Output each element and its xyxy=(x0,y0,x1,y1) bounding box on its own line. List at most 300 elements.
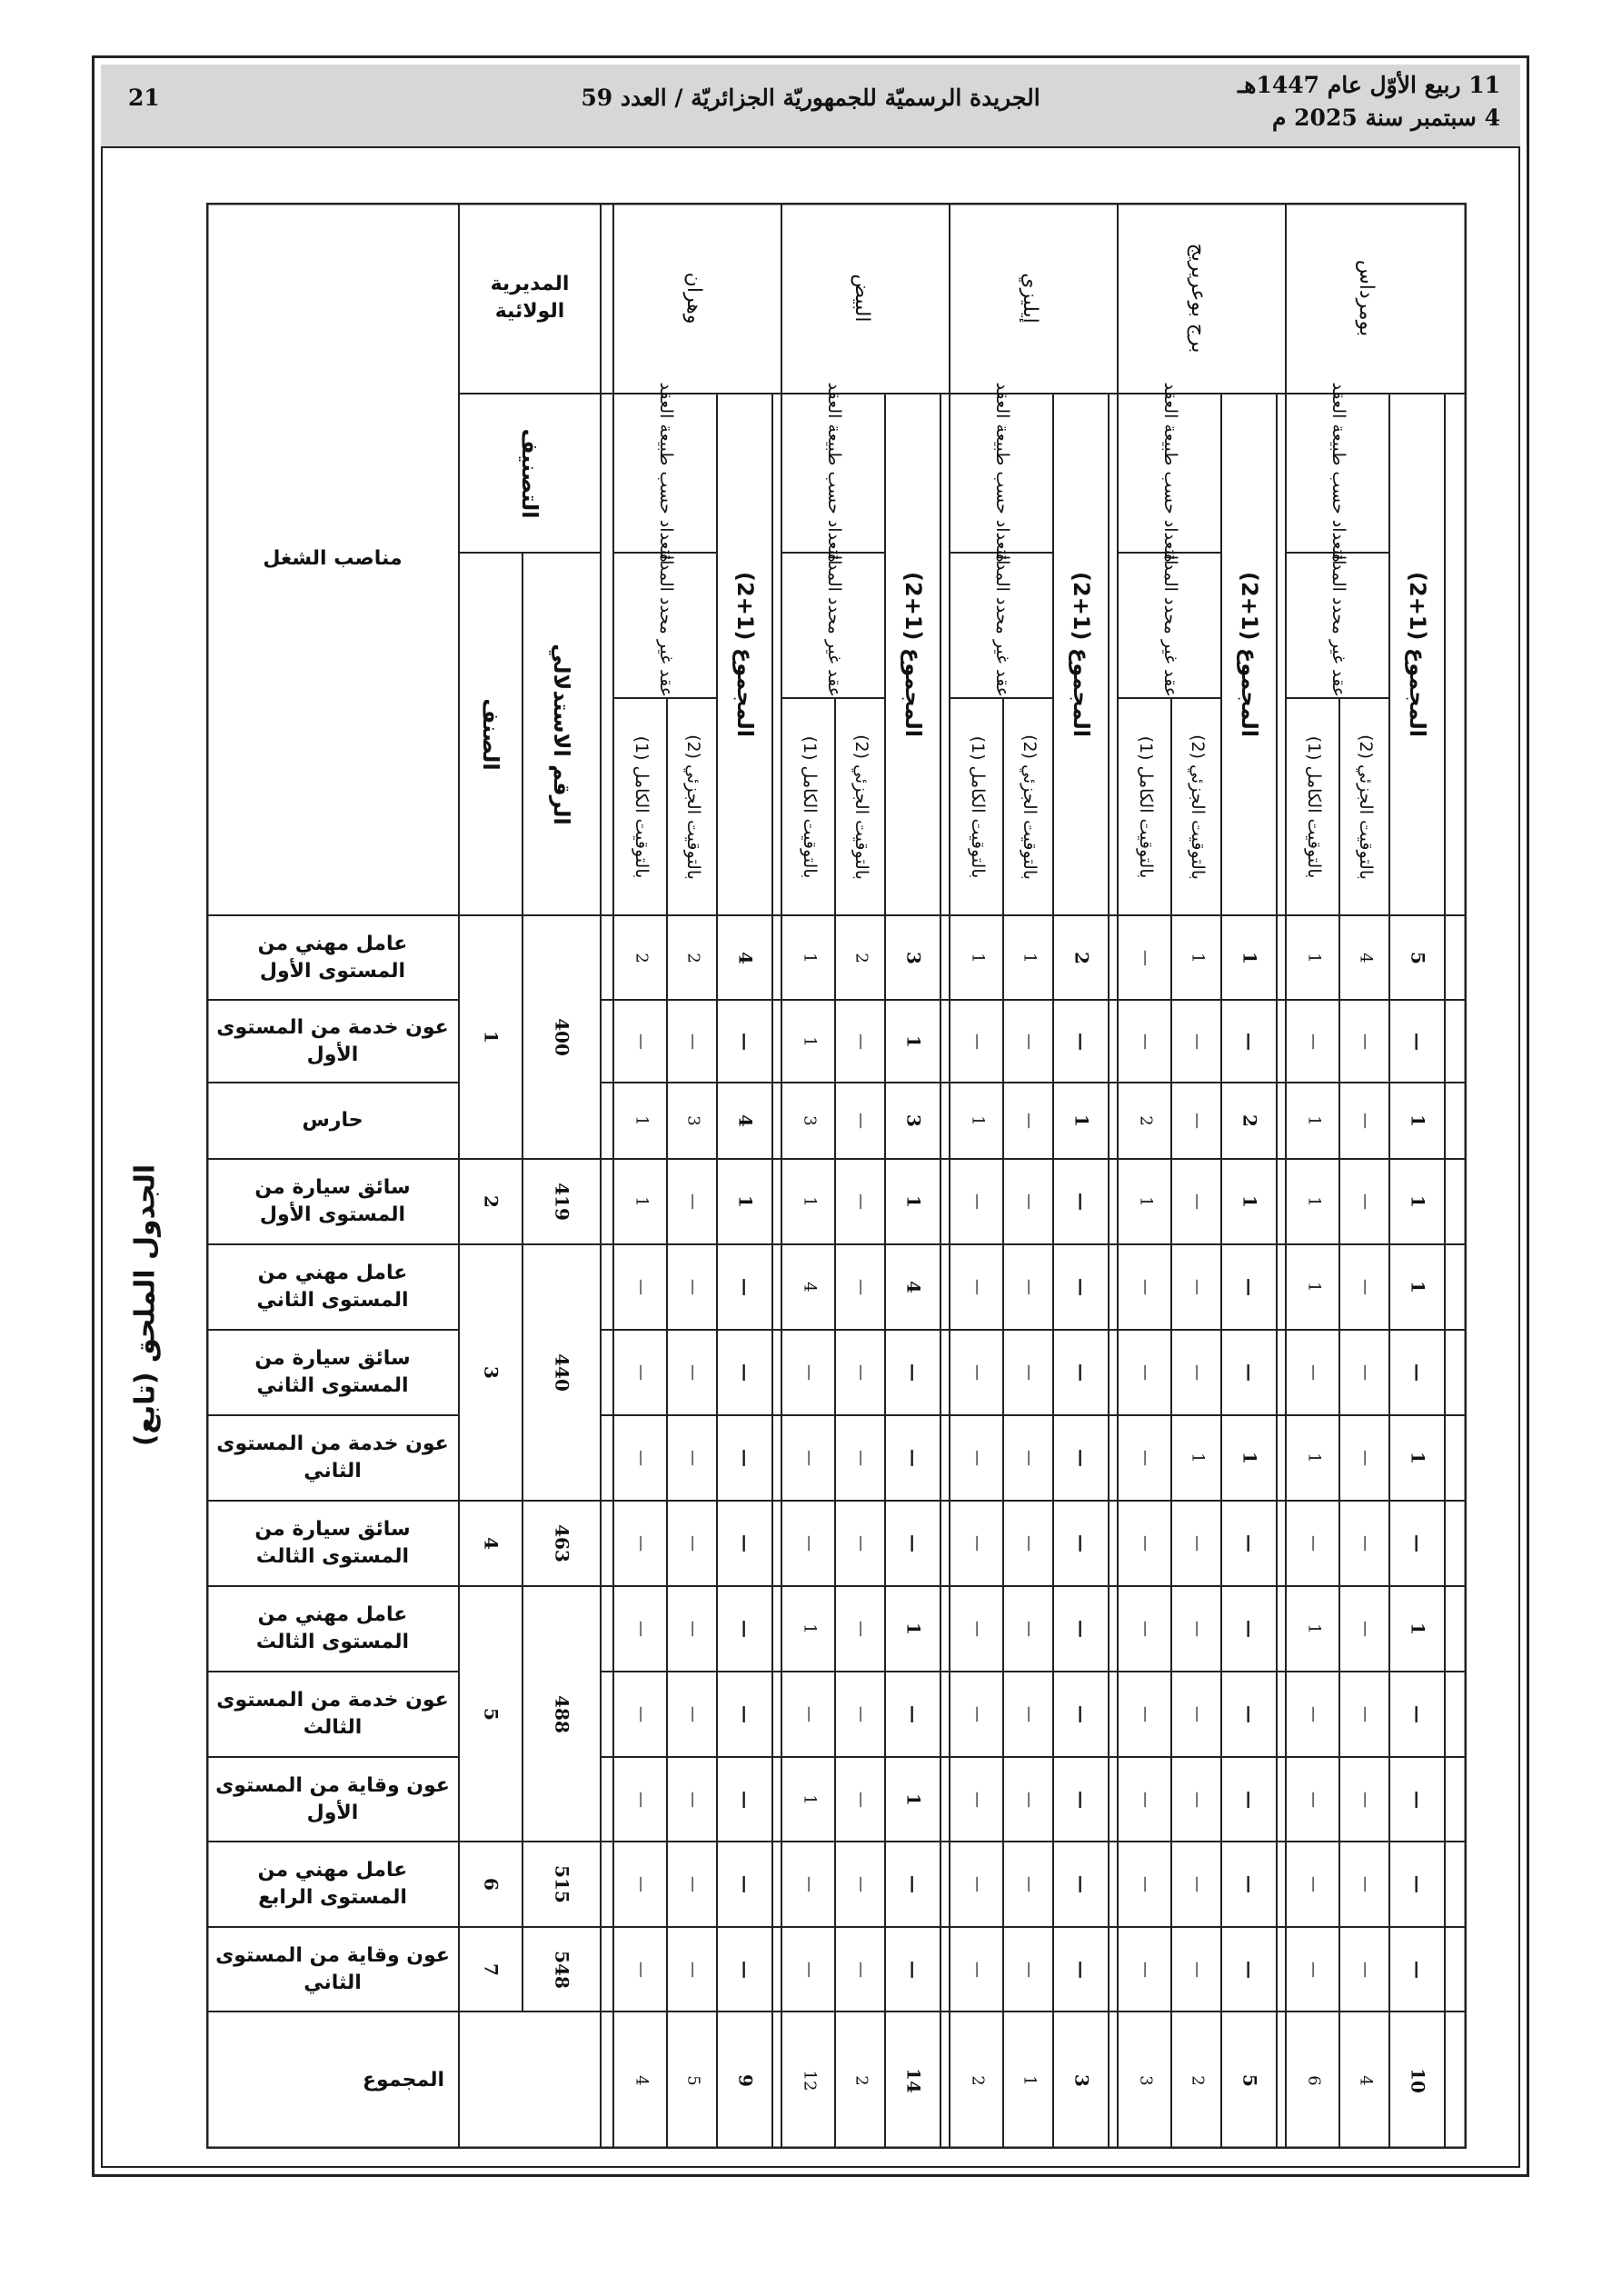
value-sum xyxy=(717,1083,772,1159)
value-sum-text: — xyxy=(734,1705,756,1723)
value-sum-text: — xyxy=(1070,1363,1092,1382)
journal-title: الجريدة الرسميّة للجمهوريّة الجزائريّة / العدد 59 xyxy=(581,85,1040,111)
value-sum-text: — xyxy=(734,1449,756,1467)
value-full-time xyxy=(781,1244,835,1330)
value-full-time xyxy=(613,1672,667,1757)
index-cell xyxy=(522,915,601,1159)
value-full-time-text: — xyxy=(1303,1876,1323,1892)
value-part-time xyxy=(667,1501,717,1586)
value-sum-text: — xyxy=(1070,1278,1092,1296)
contract-header-2-text: عقد غير محدد المدة xyxy=(991,553,1012,698)
contract-header-3-text: عقد غير محدد المدة xyxy=(1159,553,1180,698)
job-name-cell: عون خدمة من المستوى الثاني xyxy=(216,1433,449,1482)
part-time-header-2 xyxy=(1003,698,1053,915)
value-part-time xyxy=(1339,1083,1389,1159)
value-part-time xyxy=(1003,1244,1053,1330)
value-part-time-text: — xyxy=(682,1535,702,1552)
value-part-time xyxy=(1339,1000,1389,1083)
value-sum xyxy=(885,1927,940,2011)
value-sum xyxy=(1053,1927,1109,2011)
value-part-time-text: — xyxy=(1187,1033,1207,1050)
value-part-time xyxy=(1171,1501,1221,1586)
part-time-header-1-text: بالتوقيت الجزئي (2) xyxy=(851,734,871,880)
contract-header-4-text: عقد غير محدد المدة xyxy=(1328,553,1348,698)
value-part-time xyxy=(1171,1415,1221,1501)
index-cell xyxy=(522,1501,601,1586)
value-sum xyxy=(885,1501,940,1586)
value-full-time xyxy=(1118,1927,1171,2011)
value-sum xyxy=(1221,1842,1277,1927)
value-part-time-text: — xyxy=(1187,1113,1207,1129)
value-part-time-text: 1 xyxy=(1187,952,1207,963)
value-full-time-text: — xyxy=(1303,1706,1323,1722)
value-full-time xyxy=(781,1083,835,1159)
value-part-time-text: 1 xyxy=(1019,952,1039,963)
value-part-time-text: — xyxy=(1355,1876,1375,1892)
value-full-time-text: — xyxy=(1135,1364,1155,1381)
value-full-time xyxy=(1118,1757,1171,1842)
value-part-time-text: — xyxy=(1187,1193,1207,1210)
value-full-time xyxy=(1118,1083,1171,1159)
full-time-header-4 xyxy=(1286,698,1339,915)
value-part-time-text: — xyxy=(1355,1033,1375,1050)
category-cell-text: 3 xyxy=(480,1366,503,1379)
job-name-cell: سائق سيارة من المستوى الثالث xyxy=(254,1518,411,1568)
value-sum xyxy=(717,1159,772,1244)
value-part-time xyxy=(835,1672,885,1757)
value-part-time-text: — xyxy=(1019,1961,1039,1978)
category-cell xyxy=(459,1501,522,1586)
value-part-time xyxy=(667,1757,717,1842)
value-sum-text: — xyxy=(1070,1193,1092,1211)
value-sum xyxy=(885,1330,940,1415)
contract-header-1 xyxy=(781,553,885,698)
value-part-time xyxy=(667,1159,717,1244)
value-part-time-text: — xyxy=(851,1450,871,1466)
value-sum-text: — xyxy=(902,1875,924,1893)
value-part-time xyxy=(1339,1927,1389,2011)
value-part-time-text: — xyxy=(1355,1961,1375,1978)
value-sum-text: 4 xyxy=(734,1114,756,1127)
value-part-time xyxy=(1003,1927,1053,2011)
value-full-time-text: — xyxy=(1135,1450,1155,1466)
total-full-time-text: 6 xyxy=(1303,2074,1323,2086)
sum-header-4-text: المجموع (1+2) xyxy=(1404,572,1430,737)
value-full-time xyxy=(781,1927,835,2011)
value-sum xyxy=(885,1000,940,1083)
value-full-time xyxy=(1286,1415,1339,1501)
value-part-time xyxy=(1339,1244,1389,1330)
value-sum-text: 1 xyxy=(1239,1195,1260,1208)
value-part-time-text: — xyxy=(1187,1876,1207,1892)
index-cell xyxy=(522,1927,601,2011)
value-full-time xyxy=(1286,1842,1339,1927)
category-header-text: الصنف xyxy=(478,697,503,771)
value-full-time-text: — xyxy=(967,1706,987,1722)
value-part-time xyxy=(1171,1000,1221,1083)
value-part-time-text: — xyxy=(1355,1113,1375,1129)
count-header-3-text: التعداد حسب طبيعة العقد xyxy=(1159,382,1180,564)
total-part-time xyxy=(1171,2011,1221,2149)
value-part-time xyxy=(1339,1501,1389,1586)
value-sum xyxy=(1389,1330,1445,1415)
category-cell xyxy=(459,1927,522,2011)
value-full-time xyxy=(781,915,835,1000)
value-part-time xyxy=(835,1244,885,1330)
value-sum xyxy=(1389,1672,1445,1757)
wilaya-header-0 xyxy=(613,203,772,394)
value-full-time-text: 2 xyxy=(631,952,651,963)
value-full-time xyxy=(1286,1083,1339,1159)
category-cell xyxy=(459,1244,522,1501)
value-part-time-text: — xyxy=(1019,1535,1039,1552)
value-part-time xyxy=(667,1244,717,1330)
wilaya-header-3 xyxy=(1118,203,1277,394)
value-sum-text: — xyxy=(1239,1705,1260,1723)
value-full-time-text: 1 xyxy=(799,1793,819,1805)
value-full-time xyxy=(1118,1586,1171,1672)
value-full-time xyxy=(950,1586,1003,1672)
value-part-time-text: — xyxy=(851,1621,871,1637)
count-header-1-text: التعداد حسب طبيعة العقد xyxy=(823,382,844,564)
value-part-time-text: — xyxy=(1019,1113,1039,1129)
value-sum-text: 4 xyxy=(734,951,756,964)
job-name-cell: سائق سيارة من المستوى الثاني xyxy=(254,1347,411,1397)
total-full-time-text: 4 xyxy=(631,2074,651,2086)
value-full-time xyxy=(950,1927,1003,2011)
full-time-header-1-text: بالتوقيت الكامل (1) xyxy=(799,735,820,878)
value-sum-text: 1 xyxy=(902,1034,924,1048)
value-part-time-text: — xyxy=(1355,1621,1375,1637)
value-part-time-text: — xyxy=(851,1876,871,1892)
value-sum xyxy=(717,1842,772,1927)
value-part-time xyxy=(1339,1672,1389,1757)
value-full-time xyxy=(1286,1586,1339,1672)
value-part-time xyxy=(667,1415,717,1501)
value-full-time xyxy=(950,1330,1003,1415)
category-cell xyxy=(459,1586,522,1842)
value-sum xyxy=(717,1330,772,1415)
value-part-time-text: — xyxy=(1019,1279,1039,1295)
category-cell-text: 7 xyxy=(480,1962,503,1976)
count-header-0-text: التعداد حسب طبيعة العقد xyxy=(655,382,676,564)
value-part-time xyxy=(667,1672,717,1757)
value-sum xyxy=(1389,1244,1445,1330)
value-full-time-text: — xyxy=(967,1364,987,1381)
value-sum-text: — xyxy=(1407,1032,1428,1051)
value-sum xyxy=(717,1672,772,1757)
date-hijri: 11 ربيع الأوّل عام 1447هـ xyxy=(1237,72,1500,98)
value-full-time xyxy=(1286,915,1339,1000)
value-sum xyxy=(1053,1083,1109,1159)
value-sum xyxy=(1053,1000,1109,1083)
value-sum-text: — xyxy=(1239,1363,1260,1382)
value-part-time xyxy=(1339,1586,1389,1672)
value-full-time-text: — xyxy=(631,1706,651,1722)
full-time-header-0-text: بالتوقيت الكامل (1) xyxy=(631,735,652,878)
value-sum-text: — xyxy=(1239,1032,1260,1051)
contract-header-3 xyxy=(1118,553,1221,698)
count-header-4-text: التعداد حسب طبيعة العقد xyxy=(1328,382,1348,564)
value-part-time xyxy=(1171,1757,1221,1842)
value-full-time xyxy=(950,915,1003,1000)
value-sum-text: — xyxy=(1070,1705,1092,1723)
full-time-header-0 xyxy=(613,698,667,915)
value-part-time-text: — xyxy=(682,1876,702,1892)
value-full-time xyxy=(1286,1159,1339,1244)
total-full-time-text: 3 xyxy=(1135,2074,1155,2086)
page-number: 21 xyxy=(128,85,160,111)
value-sum-text: — xyxy=(1070,1960,1092,1979)
directorate-header: المديرية الولائية xyxy=(490,273,570,323)
contract-header-2 xyxy=(950,553,1053,698)
value-part-time-text: — xyxy=(1019,1876,1039,1892)
job-name-cell: عون وقاية من المستوى الثاني xyxy=(215,1943,450,1994)
value-sum xyxy=(1053,1159,1109,1244)
category-cell-text: 2 xyxy=(480,1195,503,1208)
value-sum-text: — xyxy=(1407,1363,1428,1382)
value-sum-text: 2 xyxy=(1239,1114,1260,1127)
value-full-time xyxy=(781,1000,835,1083)
value-part-time xyxy=(835,1757,885,1842)
value-sum xyxy=(717,1501,772,1586)
value-sum xyxy=(717,1000,772,1083)
value-part-time-text: — xyxy=(1187,1279,1207,1295)
value-sum xyxy=(885,1244,940,1330)
value-part-time-text: — xyxy=(682,1279,702,1295)
sum-header-0 xyxy=(717,394,772,915)
total-sum-text: 9 xyxy=(734,2073,756,2087)
value-sum-text: — xyxy=(734,1278,756,1296)
value-full-time xyxy=(1118,1000,1171,1083)
value-sum xyxy=(885,1586,940,1672)
value-sum xyxy=(885,1842,940,1927)
value-full-time-text: 3 xyxy=(799,1115,819,1126)
count-header-1 xyxy=(781,382,885,564)
contract-header-0-text: عقد غير محدد المدة xyxy=(655,553,676,698)
value-part-time-text: — xyxy=(1019,1033,1039,1050)
value-sum-text: — xyxy=(734,1363,756,1382)
value-part-time xyxy=(1171,1159,1221,1244)
value-sum xyxy=(885,1159,940,1244)
wilaya-header-2-text: إيليزي xyxy=(1018,273,1041,324)
value-sum-text: 1 xyxy=(1407,1195,1428,1208)
value-full-time xyxy=(613,1501,667,1586)
value-full-time-text: 1 xyxy=(967,952,987,963)
value-part-time-text: 2 xyxy=(851,952,871,963)
full-time-header-2-text: بالتوقيت الكامل (1) xyxy=(967,735,988,878)
full-time-header-4-text: بالتوقيت الكامل (1) xyxy=(1303,735,1324,878)
total-part-time-text: 2 xyxy=(851,2074,871,2086)
value-full-time-text: 1 xyxy=(1303,1623,1323,1634)
value-full-time-text: 1 xyxy=(799,952,819,963)
index-cell-text: 400 xyxy=(551,1018,573,1056)
value-part-time xyxy=(1339,1330,1389,1415)
value-sum xyxy=(1389,915,1445,1000)
value-full-time-text: — xyxy=(1135,949,1155,966)
value-part-time-text: — xyxy=(851,1279,871,1295)
value-full-time-text: — xyxy=(967,1193,987,1210)
value-part-time-text: 1 xyxy=(1187,1452,1207,1463)
value-full-time xyxy=(950,1842,1003,1927)
value-part-time-text: 3 xyxy=(682,1115,702,1126)
value-full-time xyxy=(950,1415,1003,1501)
value-full-time-text: 1 xyxy=(1303,1282,1323,1293)
full-time-header-2 xyxy=(950,698,1003,915)
value-sum-text: — xyxy=(734,1960,756,1979)
contract-header-1-text: عقد غير محدد المدة xyxy=(823,553,844,698)
value-sum xyxy=(1221,1757,1277,1842)
value-full-time-text: 1 xyxy=(1135,1196,1155,1207)
value-full-time xyxy=(1286,1757,1339,1842)
value-sum xyxy=(1053,1586,1109,1672)
value-full-time xyxy=(781,1586,835,1672)
value-full-time-text: — xyxy=(799,1450,819,1466)
total-full-time xyxy=(613,2011,667,2149)
journal-header xyxy=(101,65,1520,148)
value-sum-text: — xyxy=(734,1875,756,1893)
job-name-cell: حارس xyxy=(302,1109,363,1133)
value-part-time-text: — xyxy=(851,1033,871,1050)
value-full-time-text: 1 xyxy=(799,1035,819,1047)
value-full-time xyxy=(950,1672,1003,1757)
total-label-cell: المجموع xyxy=(363,2068,444,2091)
value-sum-text: — xyxy=(1407,1705,1428,1723)
value-part-time xyxy=(1003,1083,1053,1159)
value-sum xyxy=(1221,1927,1277,2011)
full-time-header-3 xyxy=(1118,698,1171,915)
value-full-time xyxy=(1286,1244,1339,1330)
total-sum xyxy=(1053,2011,1109,2149)
index-cell-text: 419 xyxy=(551,1183,573,1221)
value-sum-text: 1 xyxy=(734,1195,756,1208)
value-full-time xyxy=(613,1757,667,1842)
total-sum-text: 5 xyxy=(1239,2073,1260,2087)
value-full-time-text: — xyxy=(799,1535,819,1552)
value-part-time xyxy=(835,1083,885,1159)
value-part-time xyxy=(667,1927,717,2011)
count-header-4 xyxy=(1286,382,1389,564)
value-full-time-text: — xyxy=(967,1791,987,1808)
value-full-time-text: — xyxy=(631,1279,651,1295)
wilaya-header-2 xyxy=(950,203,1109,394)
index-header-text: الرقم الاستدلالي xyxy=(549,643,574,825)
index-cell xyxy=(522,1586,601,1842)
value-full-time xyxy=(1286,1330,1339,1415)
value-full-time xyxy=(1286,1927,1339,2011)
index-cell-text: 463 xyxy=(551,1524,573,1562)
count-header-2-text: التعداد حسب طبيعة العقد xyxy=(991,382,1012,564)
value-full-time xyxy=(1118,1330,1171,1415)
value-sum-text: — xyxy=(1407,1790,1428,1809)
value-part-time xyxy=(835,1842,885,1927)
value-sum-text: — xyxy=(1239,1278,1260,1296)
value-sum xyxy=(1389,1501,1445,1586)
value-sum xyxy=(1053,1415,1109,1501)
value-sum-text: — xyxy=(1407,1875,1428,1893)
value-part-time xyxy=(835,1330,885,1415)
index-cell xyxy=(522,1159,601,1244)
value-full-time-text: — xyxy=(1303,1961,1323,1978)
job-name-cell: عامل مهني من المستوى الرابع xyxy=(257,1859,408,1909)
value-part-time xyxy=(1003,1159,1053,1244)
value-sum xyxy=(1221,1586,1277,1672)
value-part-time xyxy=(1003,1842,1053,1927)
value-sum-text: — xyxy=(1070,1534,1092,1552)
value-full-time xyxy=(781,1159,835,1244)
value-full-time xyxy=(781,1757,835,1842)
jobs-header: مناصب الشغل xyxy=(263,547,403,571)
sum-header-2 xyxy=(1053,394,1109,915)
part-time-header-3-text: بالتوقيت الجزئي (2) xyxy=(1187,734,1208,880)
value-sum xyxy=(1221,1083,1277,1159)
value-sum-text: 1 xyxy=(1407,1281,1428,1293)
value-full-time-text: — xyxy=(1303,1535,1323,1552)
value-part-time xyxy=(1003,1586,1053,1672)
value-part-time xyxy=(1171,1083,1221,1159)
wilaya-header-3-text: برج بوعريريج xyxy=(1186,243,1209,354)
value-part-time-text: — xyxy=(682,1621,702,1637)
value-sum-text: — xyxy=(1070,1790,1092,1809)
value-sum-text: 1 xyxy=(1239,1452,1260,1464)
value-full-time-text: — xyxy=(1135,1033,1155,1050)
value-full-time-text: — xyxy=(967,1279,987,1295)
value-sum-text: — xyxy=(1070,1449,1092,1467)
value-part-time xyxy=(1339,1159,1389,1244)
value-part-time-text: — xyxy=(851,1113,871,1129)
value-sum-text: — xyxy=(1239,1960,1260,1979)
value-part-time-text: — xyxy=(1355,1535,1375,1552)
value-sum xyxy=(1221,1672,1277,1757)
value-full-time-text: — xyxy=(967,1621,987,1637)
value-full-time-text: — xyxy=(1135,1961,1155,1978)
contract-header-0 xyxy=(613,553,717,698)
value-full-time-text: — xyxy=(631,1450,651,1466)
value-full-time-text: — xyxy=(1303,1033,1323,1050)
value-full-time-text: — xyxy=(967,1961,987,1978)
value-part-time-text: — xyxy=(851,1193,871,1210)
value-sum xyxy=(717,1927,772,2011)
value-part-time-text: — xyxy=(1019,1621,1039,1637)
value-full-time xyxy=(950,1159,1003,1244)
value-sum-text: — xyxy=(1239,1620,1260,1638)
staffing-table xyxy=(206,203,1467,2149)
value-part-time xyxy=(1339,1757,1389,1842)
value-part-time-text: — xyxy=(1187,1535,1207,1552)
value-part-time xyxy=(835,1927,885,2011)
value-sum xyxy=(717,1757,772,1842)
value-part-time xyxy=(667,1586,717,1672)
value-sum xyxy=(1053,1757,1109,1842)
value-part-time xyxy=(1171,915,1221,1000)
sum-header-1 xyxy=(885,394,940,915)
value-full-time xyxy=(1118,1672,1171,1757)
total-part-time-text: 4 xyxy=(1355,2074,1375,2086)
value-full-time-text: — xyxy=(631,1961,651,1978)
value-sum-text: 5 xyxy=(1407,951,1428,964)
value-sum-text: — xyxy=(734,1534,756,1552)
value-full-time xyxy=(1118,915,1171,1000)
value-full-time-text: — xyxy=(1135,1535,1155,1552)
value-sum-text: — xyxy=(1239,1790,1260,1809)
value-full-time xyxy=(613,1330,667,1415)
value-full-time-text: — xyxy=(1135,1621,1155,1637)
total-sum-text: 3 xyxy=(1070,2073,1092,2087)
total-full-time xyxy=(950,2011,1003,2149)
value-part-time xyxy=(1339,1415,1389,1501)
value-full-time-text: — xyxy=(799,1364,819,1381)
value-part-time xyxy=(1171,1927,1221,2011)
